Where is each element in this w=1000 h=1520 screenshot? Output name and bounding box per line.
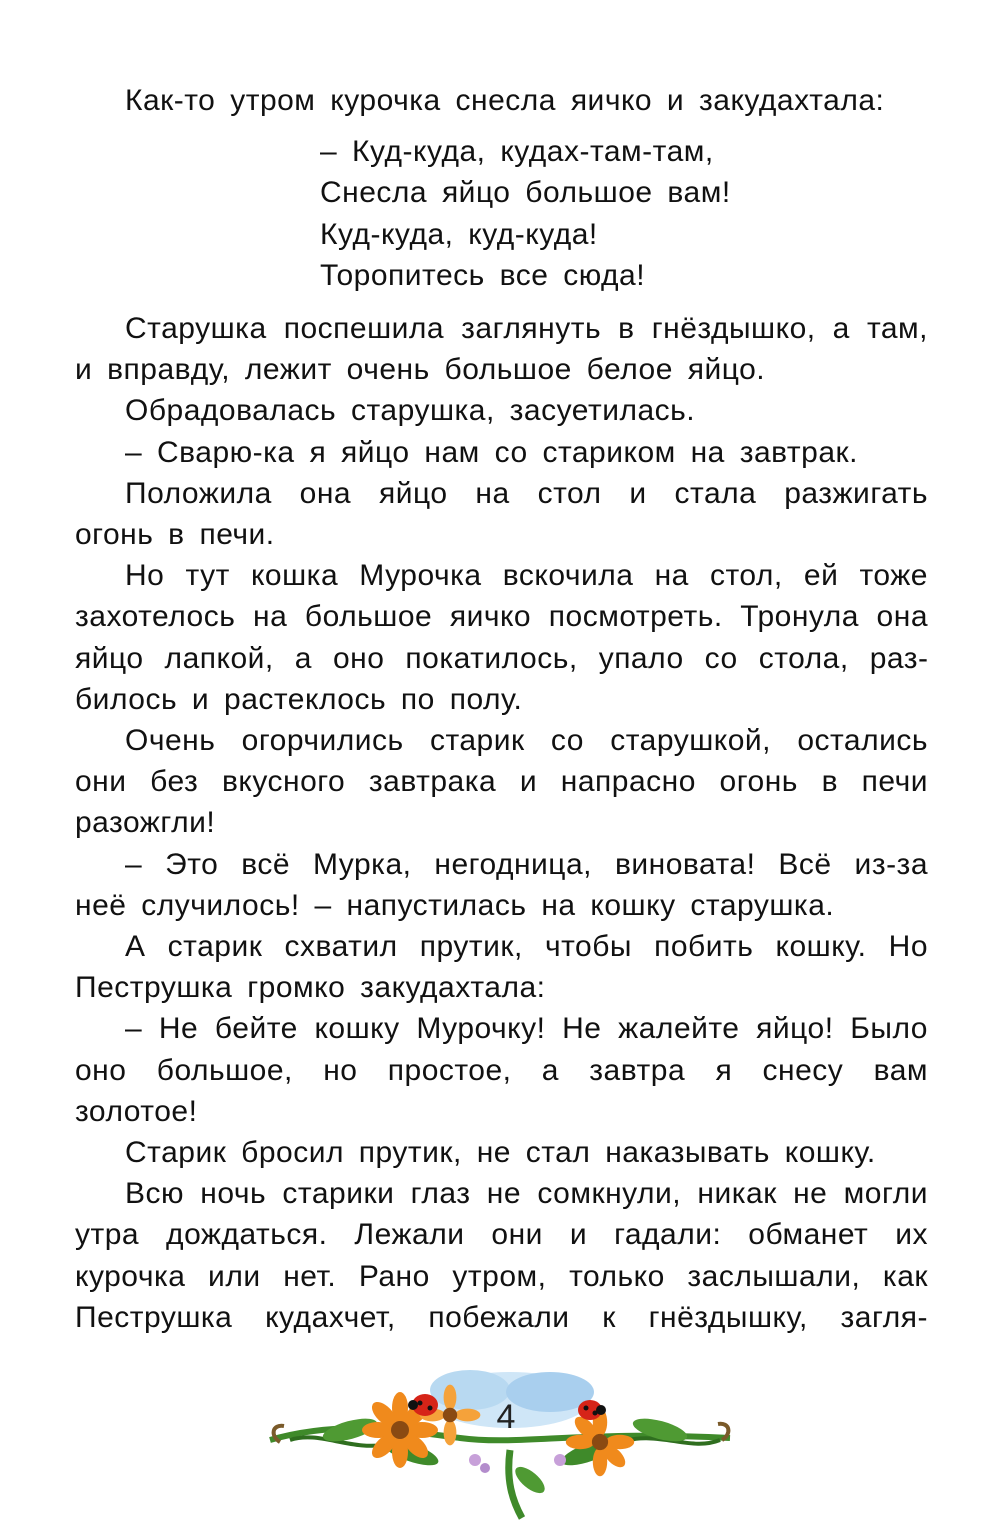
story-text xyxy=(75,80,928,1338)
paragraph-5: Положила она яйцо на стол и стала разжигать огонь в печи. xyxy=(75,476,928,552)
chicken-verse xyxy=(75,131,928,296)
verse-line-3: Куд-куда, куд-куда! xyxy=(320,217,598,251)
paragraph-4: – Сварю-ка я яйцо нам со стариком на завтрак. xyxy=(125,435,858,469)
paragraph-3: Обрадовалась старушка, засуетилась. xyxy=(125,394,696,428)
page-number: 4 xyxy=(496,1398,516,1436)
paragraph-1: Как-то утром курочка снесла яичко и закудахтала: xyxy=(125,84,885,117)
paragraph-6: Но тут кошка Мурочка вскочила на стол, ей тоже захотелось на большое яичко посмотреть. Тронула она яйцо лапкой, а оно покатилось, упало со стола, разбилось и растеклось по полу. xyxy=(75,559,928,716)
paragraph-7: Очень огорчились старик со старушкой, остались они без вкусного завтрака и напрасно огонь в печи разожгли! xyxy=(75,724,928,840)
paragraph-2: Старушка поспешила заглянуть в гнёздышко, а там, и вправду, лежит очень большое белое яйцо. xyxy=(75,312,928,387)
paragraph-11: Старик бросил прутик, не стал наказывать кошку. xyxy=(125,1136,876,1170)
verse-line-4: Торопитесь все сюда! xyxy=(320,258,646,292)
paragraph-12: Всю ночь старики глаз не сомкнули, никак не могли утра дождаться. Лежали они и гадали: обманет их курочка или нет. Рано утром, только заслышали, как Пеструшка кудахчет, побежали к гнёздышку, загля- xyxy=(75,1177,928,1334)
paragraph-10: – Не бейте кошку Мурочку! Не жалейте яйцо! Было оно большое, но простое, а завтра я снесу вам золотое! xyxy=(75,1012,928,1128)
paragraph-8: – Это всё Мурка, негодница, виновата! Всё из-за неё случилось! – напустилась на кошку старушка. xyxy=(75,847,928,922)
paragraph-9: А старик схватил прутик, чтобы побить кошку. Но Пеструшка громко закудахтала: xyxy=(75,930,928,1005)
verse-line-2: Снесла яйцо большое вам! xyxy=(320,176,731,210)
flowers-ladybugs-ornament-icon xyxy=(260,1360,740,1520)
verse-line-1: – Куд-куда, кудах-там-там, xyxy=(320,135,714,169)
